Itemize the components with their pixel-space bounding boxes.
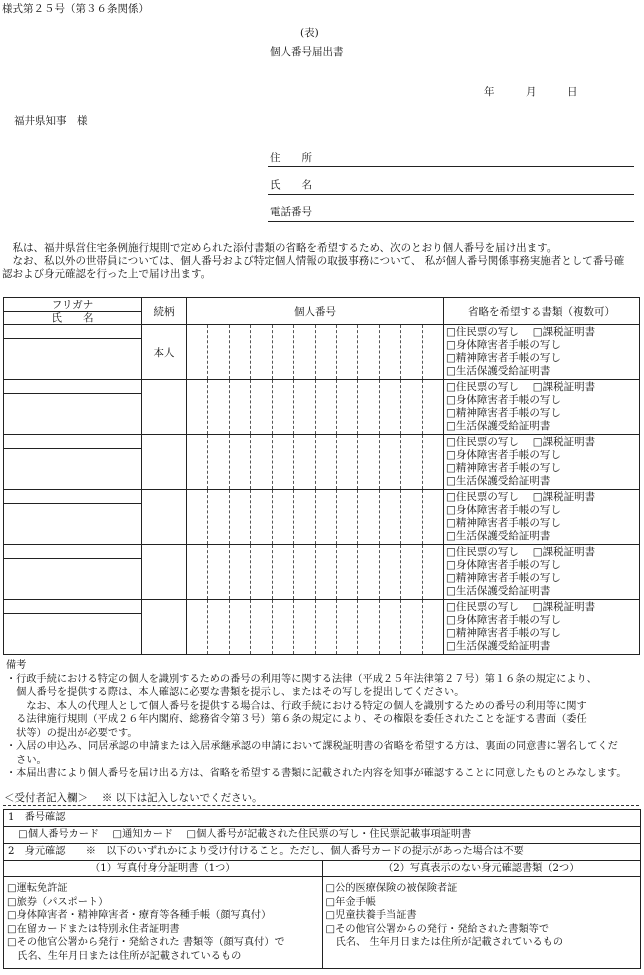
name-cell[interactable] [4,339,142,380]
doc-checklist[interactable]: □住民票の写し □課税証明書 □身体障害者手帳の写し □精神障害者手帳の写し □生活保護受給証明書 [446,326,596,377]
form-number: 様式第２５号（第３６条関係） [2,3,149,15]
doc-checklist[interactable]: □住民票の写し □課税証明書 □身体障害者手帳の写し □精神障害者手帳の写し □生活保護受給証明書 [446,491,596,542]
date-month: 月 [526,86,537,98]
individual-number-field[interactable] [187,600,444,655]
reception-form: 1 番号確認 □個人番号カード □通知カード □個人番号が記載された住民票の写し・住民票記載事項証明書 2 身元確認 ※ 以下のいずれかにより受け付けること。ただし、個人番号カードの提示があった場合は不要 （1）写真付身分証明書（1つ） □運転免許証 □旅券（パスポート） □身体障害者・精神障害者・療育等各種手帳（顔写真付） □在留カードまたは特別永住者証明書 □その他官公署から発行・発給された 書類等（顔写真付）で 氏名、生年月日または住所が記載されているもの （2）写真表示のない身元確認書類（2つ） □公的医療保険の被保険者証 □年金手帳 □児童扶養手当証書 □その他官公署からの発行・発給された書類等で 氏名、 生年月日または住所が記載されているもの [3,809,641,969]
table-row [4,325,640,339]
furigana-field[interactable] [4,545,142,559]
name-field[interactable] [268,194,634,195]
name-cell[interactable] [4,614,142,655]
reception-label: ＜受付者記入欄＞ ※ 以下は記入しないでください。 [4,792,263,804]
individual-number-field[interactable] [187,545,444,600]
table-row [4,380,640,394]
phone-field[interactable] [268,221,634,222]
notes: 備考 ・行政手続における特定の個人を識別するための番号の利用等に関する法律（平成２５年法律第２７号）第１６条の規定により、 個人番号を提供する際は、本人確認に必要な書類を提示し、またはその写しを提出してください。 なお、本人の代理人として個人番号を提供する場合は、行政手続における特定の個人を識別するための番号の利用等に関す る法律施行規則（平成２６年内閣府、総務省令第３号）第６条の規定により、その権限を委任されたことを証する書面（委任 状等）の提出が必要です。 ・入居の申込み、同居承認の申請または入居承継承認の申請において課税証明書の省略を希望する方は、裏面の同意書に署名してくだ さい。 ・本届出書により個人番号を届け出る方は、省略を希望する書類に記載された内容を知事が確認することに同意したものとみなします。 [6,660,627,779]
addressee: 福井県知事 様 [14,115,88,127]
table-row [4,490,640,504]
name-cell[interactable] [4,504,142,545]
relation-field[interactable] [142,380,187,435]
furigana-field[interactable] [4,490,142,504]
name-cell[interactable] [4,394,142,435]
side-label: (表) [300,27,319,39]
doc-checklist[interactable]: □住民票の写し □課税証明書 □身体障害者手帳の写し □精神障害者手帳の写し □生活保護受給証明書 [446,601,596,652]
furigana-field[interactable] [4,380,142,394]
non-photo-id-list: □公的医療保険の被保険者証 □年金手帳 □児童扶養手当証書 □その他官公署からの発行・発給された書類等で 氏名、 生年月日または住所が記載されているもの [325,883,564,948]
doc-checklist[interactable]: □住民票の写し □課税証明書 □身体障害者手帳の写し □精神障害者手帳の写し □生活保護受給証明書 [446,436,596,487]
photo-id-list: □運転免許証 □旅券（パスポート） □身体障害者・精神障害者・療育等各種手帳（顔写真付） □在留カードまたは特別永住者証明書 □その他官公署から発行・発給された 書類等（顔写真付）で 氏名、生年月日または住所が記載されているもの [7,883,285,962]
relation-self: 本人 [153,346,175,359]
table-row [4,545,640,559]
relation-field[interactable] [142,325,187,380]
phone-label: 電話番号 [270,206,312,218]
furigana-field[interactable] [4,325,142,339]
table-row [4,435,640,449]
individual-number-field[interactable] [187,325,444,380]
doc-checklist[interactable]: □住民票の写し □課税証明書 □身体障害者手帳の写し □精神障害者手帳の写し □生活保護受給証明書 [446,381,596,432]
date-year: 年 [484,86,495,98]
address-field[interactable] [268,166,634,167]
name-label: 氏 名 [270,179,312,191]
cut-line [3,805,639,806]
household-table: フリガナ 氏 名 続柄 個人番号 省略を希望する書類（複数可） 本人 □住民票の写し □課税証明書 □身体障害者手帳の写し □精神障害者手帳の写し □生活保護受給証明書 □住民票の写し □課税証明書 □身体障害者手帳の写し □精神障害者手帳の写し □生活保護受給証明書 □住民票の写し □課税証明書 □身体障害者手帳の写し □精神障害者手帳の写し □生活保護受給証明書 □住民票の写し □課税証明書 □身体障害者手帳の写し □精神障害者手帳の写し □生活保護受給証明書 □住民票の写し □課税証明書 □身体障害者手帳の写し □精神障害者手帳の写し □生活保護受給証明書 □住民票の写し □課税証明書 □身体障害者手帳の写し □精神障害者手帳の写し □生活保護受給証明書 [3,297,640,655]
name-cell[interactable] [4,449,142,490]
relation-field[interactable] [142,435,187,490]
address-label: 住 所 [270,152,312,164]
individual-number-field[interactable] [187,435,444,490]
relation-field[interactable] [142,600,187,655]
name-cell[interactable] [4,559,142,600]
individual-number-field[interactable] [187,490,444,545]
intro-text: 私は、福井県営住宅条例施行規則で定められた添付書類の省略を希望するため、次のとおり個人番号を届け出ます。 なお、私以外の世帯員については、個人番号および特定個人情報の取扱事務について、 私が個人番号関係事務実施者として番号確 認および身元確認を行った上で届け出ます。 [2,242,625,280]
furigana-field[interactable] [4,600,142,614]
individual-number-field[interactable] [187,380,444,435]
doc-checklist[interactable]: □住民票の写し □課税証明書 □身体障害者手帳の写し □精神障害者手帳の写し □生活保護受給証明書 [446,546,596,597]
table-row [4,600,640,614]
furigana-field[interactable] [4,435,142,449]
relation-field[interactable] [142,545,187,600]
form-title: 個人番号届出書 [270,46,344,58]
date-day: 日 [567,86,578,98]
relation-field[interactable] [142,490,187,545]
